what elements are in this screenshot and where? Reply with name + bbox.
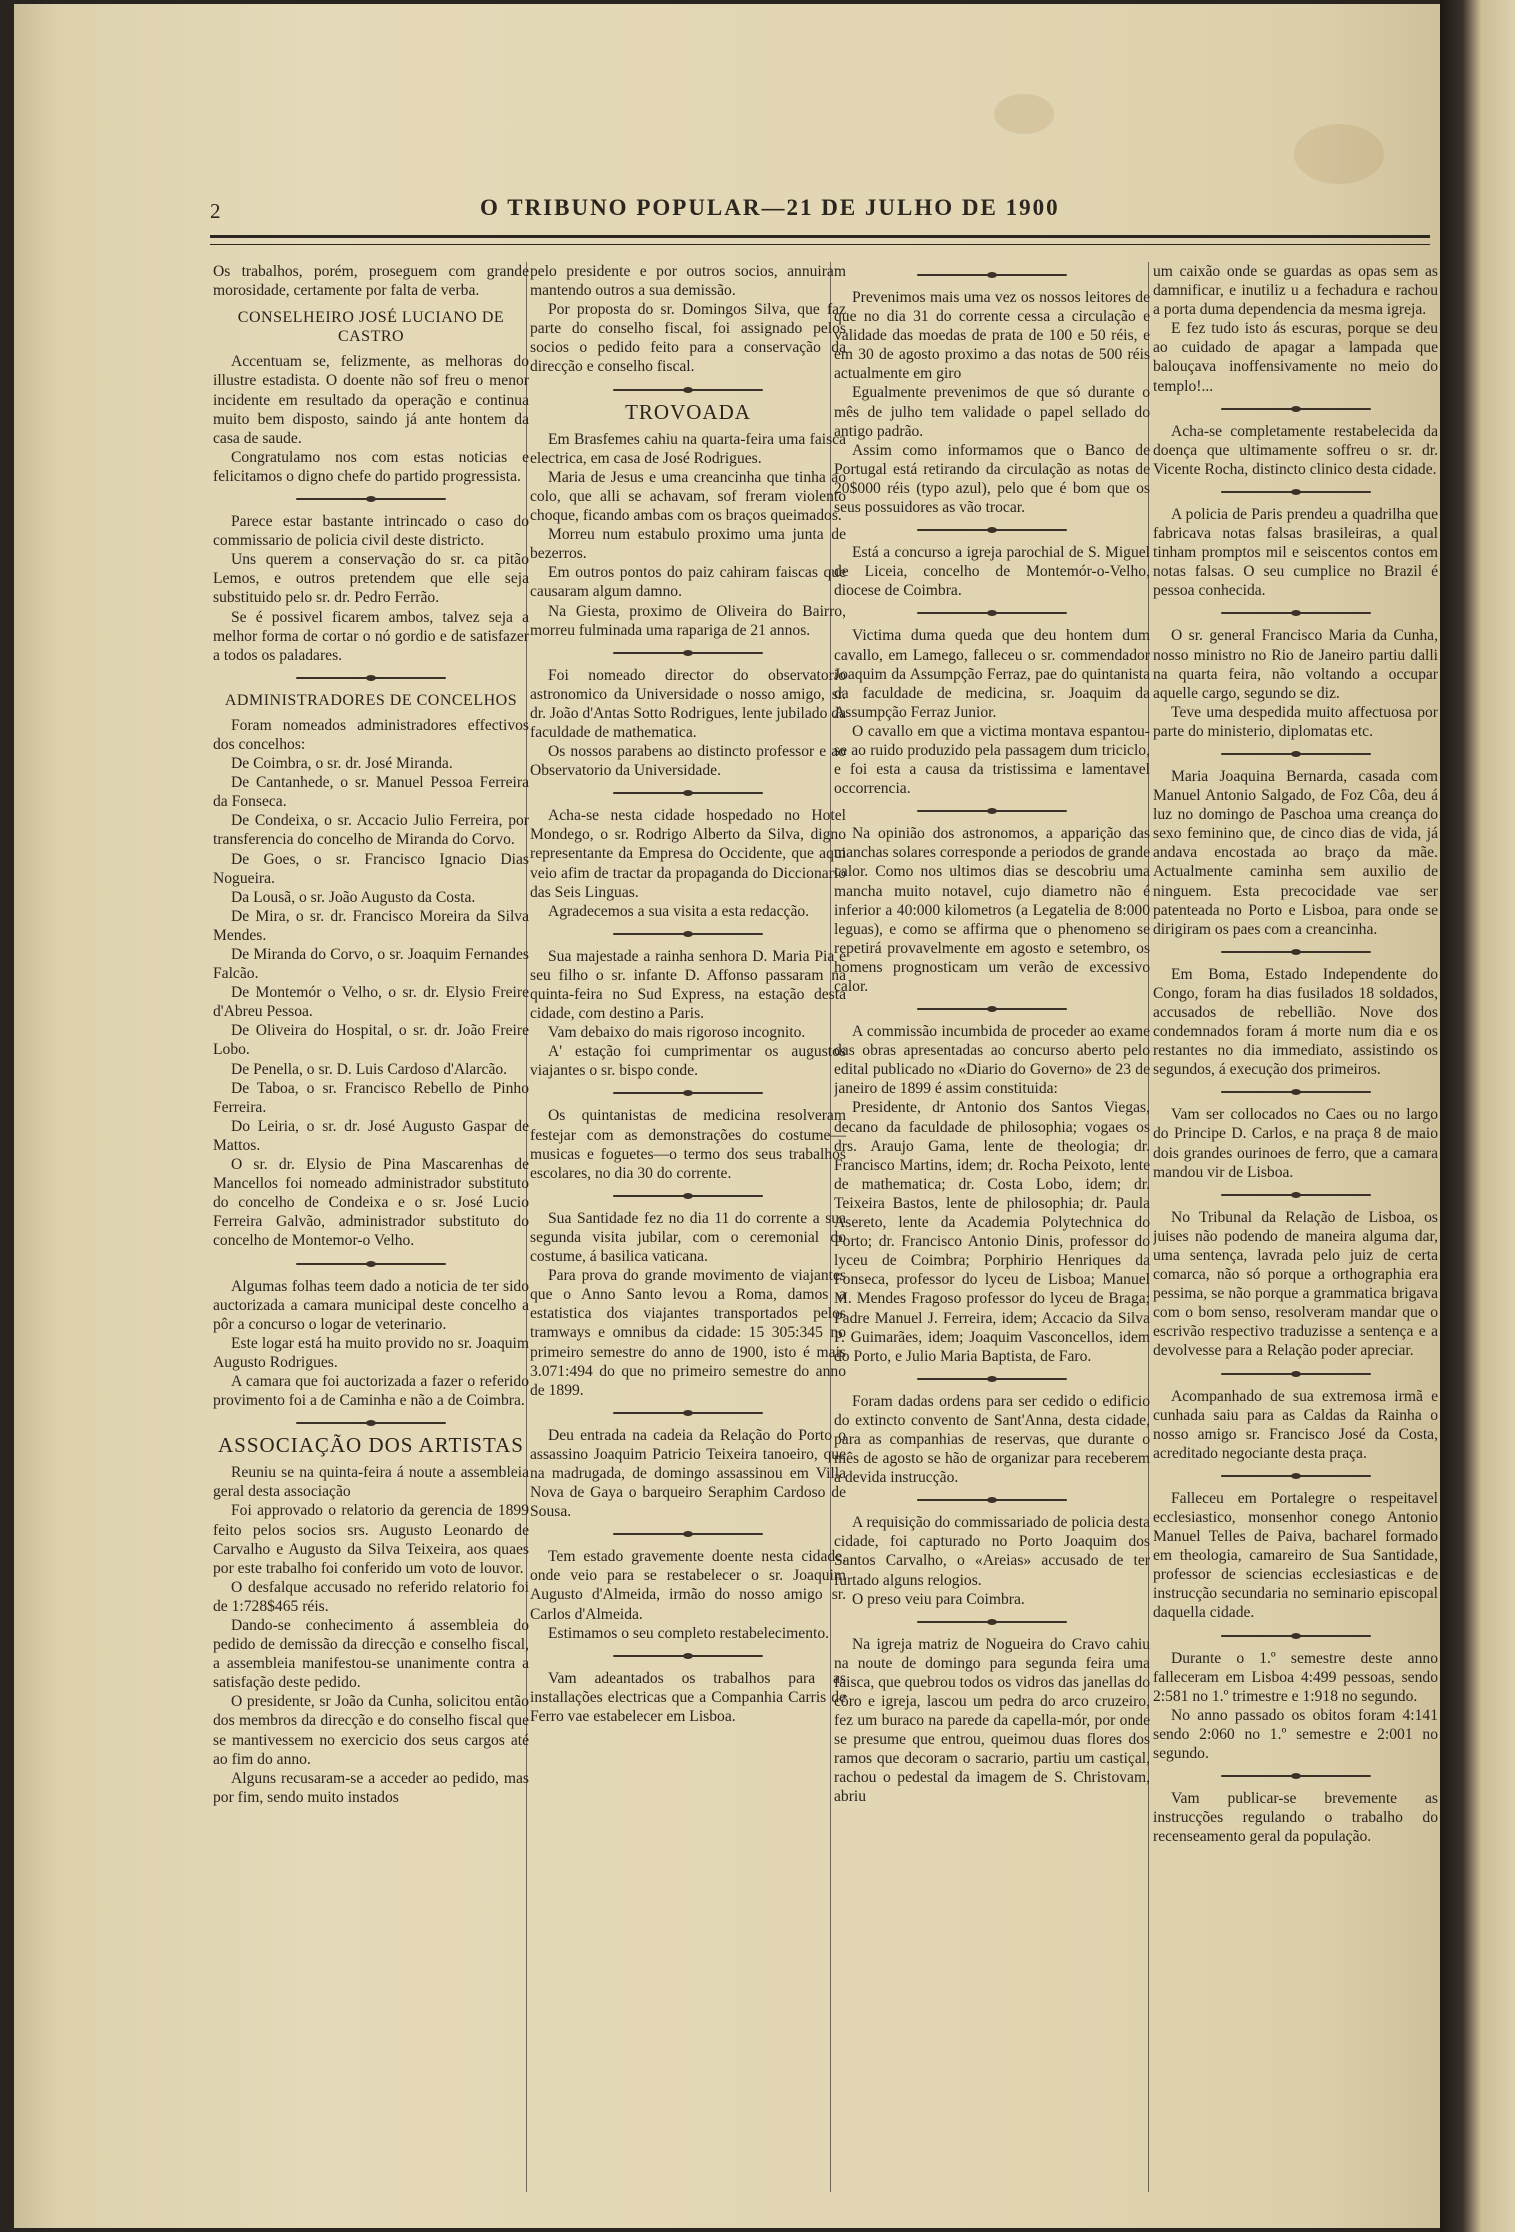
separator (917, 529, 1067, 531)
paragraph: Vam adeantados os trabalhos para as installações electricas que a Companhia Carris de Ferro vae estabelecer em Lisboa. (530, 1669, 846, 1725)
paragraph: Para prova do grande movimento de viajantes que o Anno Santo levou a Roma, damos a estatistica dos viajantes transportados pelos tramways e omnibus da cidade: 15 305:345 no primeiro semestre do anno de 1900, isto é mais 3.071:494 do que no primeiro semestre do anno de 1899. (530, 1267, 846, 1399)
paragraph: Vam ser collocados no Caes ou no largo do Principe D. Carlos, e na praça 8 de maio dois grandes ourinoes de ferro, que a camara mandou vir de Lisboa. (1153, 1106, 1438, 1181)
separator (1221, 1373, 1371, 1375)
separator (613, 1655, 763, 1657)
paragraph: Tem estado gravemente doente nesta cidade, onde veio para se restabelecer o sr. Joaquim Augusto d'Almeida, irmão do nosso amigo sr. Carlos d'Almeida. (530, 1548, 846, 1623)
paragraph: De Coimbra, o sr. dr. José Miranda. (231, 755, 453, 773)
paragraph: Estimamos o seu completo restabelecimento. (548, 1624, 830, 1642)
paper-stain (994, 94, 1054, 134)
paragraph: O preso veiu para Coimbra. (852, 1590, 1025, 1608)
separator (1221, 1635, 1371, 1637)
paragraph: A camara que foi auctorizada a fazer o referido provimento foi a de Caminha e não a de Coimbra. (213, 1372, 529, 1410)
paragraph: Acha-se completamente restabelecida da doença que ultimamente soffreu o sr. dr. Vicente Rocha, distincto clinico desta cidade. (1153, 422, 1438, 478)
paragraph: Foram dadas ordens para ser cedido o edificio do extincto convento de Sant'Anna, desta cidade, para as companhias de reservas, que durante o mês de agosto se hão de organizar para receberem a devida instrucção. (834, 1392, 1150, 1487)
separator (613, 1533, 763, 1535)
paragraph: Está a concurso a igreja parochial de S. Miguel de Liceia, concelho de Montemór-o-Velho, diocese de Coimbra. (834, 544, 1150, 600)
paragraph: De Miranda do Corvo, o sr. Joaquim Fernandes Falcão. (213, 946, 529, 983)
paragraph: A commissão incumbida de proceder ao exame das obras apresentadas ao concurso aberto pelo edital publicado no «Diario do Governo» de 23 de janeiro de 1899 é assim constituida: (834, 1023, 1150, 1098)
paragraph: O cavallo em que a victima montava espantou-se ao ruido produzido pela passagem dum triciclo, e foi esta a causa da tristissima e lamentavel occorrencia. (834, 722, 1150, 798)
separator (1221, 1091, 1371, 1093)
paragraph: Reuniu se na quinta-feira á noute a assembleia geral desta associação (213, 1464, 529, 1501)
column-1 (213, 262, 529, 2197)
paragraph: Na Giesta, proximo de Oliveira do Bairro, morreu fulminada uma rapariga de 21 annos. (530, 602, 846, 639)
paragraph: De Condeixa, o sr. Accacio Julio Ferreira, por transferencia do concelho de Miranda do Corvo. (213, 812, 529, 849)
paragraph: Na opinião dos astronomos, a apparição das manchas solares corresponde a periodos de grande calor. Como nos ultimos dias se descobriu uma mancha muito notavel, cujo diametro não é inferior a 40:000 kilometros (a Legatelia de 8:000 leguas), e como se affirma que o phenomeno se repetirá provavelmente em agosto e setembro, os homens prognosticam um verão de excessivo calor. (834, 825, 1150, 995)
paragraph: Foi approvado o relatorio da gerencia de 1899 feito pelos socios srs. Augusto Leonardo de Carvalho e Augusto da Silva Teixeira, aos quaes por este trabalho foi conferido um voto de louvor. (213, 1502, 529, 1577)
paragraph: O sr. dr. Elysio de Pina Mascarenhas de Mancellos foi nomeado administrador substituto do concelho de Condeixa e o sr. José Lucio Ferreira Galvão, administrador substituto do concelho de Montemor-o Velho. (213, 1156, 529, 1250)
paragraph: Algumas folhas teem dado a noticia de ter sido auctorizada a camara municipal deste concelho a pôr a concurso o logar de veterinario. (213, 1277, 529, 1333)
paragraph: Por proposta do sr. Domingos Silva, que faz parte do conselho fiscal, foi assignado pelos socios o pedido feito para a conservação da direcção e conselho fiscal. (530, 301, 846, 376)
separator (917, 1499, 1067, 1501)
paragraph: Este logar está ha muito provido no sr. Joaquim Augusto Rodrigues. (213, 1334, 529, 1371)
section-heading: TROVOADA (625, 399, 751, 424)
separator (917, 612, 1067, 614)
separator (1221, 951, 1371, 953)
separator (613, 933, 763, 935)
paragraph: Os quintanistas de medicina resolveram festejar com as demonstrações do costume—musicas e foguetes—o termo dos seus trabalhos escolares, no dia 30 do corrente. (530, 1107, 846, 1182)
separator (613, 389, 763, 391)
separator (296, 677, 446, 679)
paragraph: O sr. general Francisco Maria da Cunha, nosso ministro no Rio de Janeiro partiu dalli na quarta feira, não voltando a occupar aquelle cargo, segundo se diz. (1153, 627, 1438, 702)
paragraph: Vam debaixo do mais rigoroso incognito. (548, 1024, 806, 1042)
paragraph: Durante o 1.º semestre deste anno falleceram em Lisboa 4:499 pessoas, sendo 2:581 no 1.º trimestre e 1:918 no segundo. (1153, 1649, 1438, 1705)
paragraph: Agradecemos a sua visita a esta redacção. (548, 902, 810, 920)
paragraph: Alguns recusaram-se a acceder ao pedido, mas por fim, sendo muito instados (213, 1769, 529, 1806)
paragraph: Em Boma, Estado Independente do Congo, foram ha dias fusilados 18 soldados, accusados de rebellião. Nove dos condemnados foram á morte num dia e os restantes no dia immediato, assistindo os segundos, á execução dos primeiros. (1153, 965, 1438, 1079)
paragraph: De Mira, o sr. dr. Francisco Moreira da Silva Mendes. (213, 907, 529, 944)
paragraph: Vam publicar-se brevemente as instrucções regulando o trabalho do recenseamento geral da população. (1153, 1790, 1438, 1846)
masthead (210, 195, 1430, 238)
paragraph: Do Leiria, o sr. dr. José Augusto Gaspar de Mattos. (213, 1117, 529, 1154)
paragraph: Teve uma despedida muito affectuosa por parte do ministerio, diplomatas etc. (1153, 703, 1438, 740)
paragraph: Da Lousã, o sr. João Augusto da Costa. (231, 888, 476, 906)
paragraph: De Montemór o Velho, o sr. dr. Elysio Freire d'Abreu Pessoa. (213, 984, 529, 1021)
paragraph: De Cantanhede, o sr. Manuel Pessoa Ferreira da Fonseca. (213, 774, 529, 811)
header-rule (210, 244, 1430, 245)
separator (296, 1263, 446, 1265)
section-heading: CONSELHEIRO JOSÉ LUCIANO DE CASTRO (237, 309, 505, 346)
paragraph: Egualmente prevenimos de que só durante o mês de julho tem validade o papel sellado do antigo padrão. (834, 384, 1150, 440)
paragraph: Deu entrada na cadeia da Relação do Porto o assassino Joaquim Patricio Teixeira tanoeiro, que na madrugada, de domingo assassinou em Villa Nova de Gaya o barqueiro Seraphim Cardoso de Sousa. (530, 1426, 846, 1521)
paragraph: Uns querem a conservação do sr. ca pitão Lemos, e outros pretendem que elle seja substituido pelo sr. dr. Pedro Ferrão. (213, 551, 529, 607)
section-heading: ADMINISTRADORES DE CONCELHOS (224, 691, 518, 709)
separator (613, 1412, 763, 1414)
separator (917, 810, 1067, 812)
separator (1221, 1194, 1371, 1196)
separator (1221, 491, 1371, 493)
separator (613, 1195, 763, 1197)
paragraph: Congratulamo nos com estas noticias e felicitamos o digno chefe do partido progressista. (213, 448, 529, 485)
paragraph: A' estação foi cumprimentar os augustos viajantes o sr. bispo conde. (530, 1043, 846, 1080)
separator (1221, 1775, 1371, 1777)
paragraph: Sua Santidade fez no dia 11 do corrente a sua segunda visita jubilar, com o ceremonial do costume, á basilica vaticana. (530, 1209, 846, 1266)
separator (296, 1422, 446, 1424)
separator (1221, 753, 1371, 755)
paper-stain (1294, 124, 1384, 184)
paragraph: Os trabalhos, porém, proseguem com grande morosidade, certamente por falta de verba. (213, 263, 529, 300)
section-heading: ASSOCIAÇÃO DOS ARTISTAS (218, 1433, 524, 1458)
separator (613, 1092, 763, 1094)
paragraph: A requisição do commissariado de policia desta cidade, foi capturado no Porto Joaquim dos Santos Carvalho, o «Areias» accusado de ter furtado alguns relogios. (834, 1514, 1150, 1589)
paragraph: De Goes, o sr. Francisco Ignacio Dias Nogueira. (213, 850, 529, 887)
paragraph: Dando-se conhecimento á assembleia do pedido de demissão da direcção e conselho fiscal, a assembleia manifestou-se unanimente contra a satisfação deste pedido. (213, 1617, 529, 1692)
paragraph: Maria Joaquina Bernarda, casada com Manuel Antonio Salgado, de Foz Côa, deu á luz no domingo de Paschoa uma creança do sexo feminino que, de cinco dias de vida, já andava encostada ao braço da mãe. Actualmente caminha sem auxilio de ninguem. Esta precocidade vae ser patenteada no Porto e Lisboa, para onde se dirigiram os paes com a creancinha. (1153, 767, 1438, 938)
separator (917, 274, 1067, 276)
separator (917, 1621, 1067, 1623)
column-2 (530, 262, 846, 2197)
paragraph: Em Brasfemes cahiu na quarta-feira uma faisca electrica, em casa de José Rodrigues. (530, 430, 846, 467)
paragraph: um caixão onde se guardas as opas sem as damnificar, e inutiliz u a fechadura e rachou a porta duma dependencia da mesma igreja. (1153, 263, 1438, 319)
paragraph: Os nossos parabens ao distincto professor e ao Observatorio da Universidade. (530, 743, 846, 780)
paragraph: pelo presidente e por outros socios, annuiram mantendo outros a sua demissão. (530, 263, 846, 300)
separator (1221, 612, 1371, 614)
page-number: 2 (210, 199, 221, 223)
paragraph: Se é possivel ficarem ambos, talvez seja a melhor forma de cortar o nó gordio e de satisfazer a todos os paladares. (213, 608, 529, 664)
paragraph: No Tribunal da Relação de Lisboa, os juises não podendo de maneira alguma dar, uma sentença, lavrada pelo juiz de certa comarca, não só porque a orthographia era pessima, se não porque a grammatica brigava com o bom senso, resolveram mandar que o escrivão respectivo traduzisse a sentença e a devolvesse para a Relação poder apreciar. (1153, 1208, 1438, 1360)
adjacent-page-edge (1440, 0, 1515, 2232)
paragraph: Presidente, dr Antonio dos Santos Viegas, decano da faculdade de philosophia; vogaes os drs. Araujo Gama, lente de theologia; dr. Francisco Martins, idem; dr. Rocha Peixoto, lente de mathematica; dr. Costa Lobo, idem; dr. Teixeira Bastos, lente de philosophia; dr. Paula Asereto, lente da Academia Polytechnica do Porto; dr. Francisco Antonio Dinis, professor do lyceu de Coimbra; Porphirio Henriques da Fonseca, professor do lyceu de Lisboa; Manuel M. Mendes Fragoso professor do lyceu de Braga; Padre Manuel J. Ferreira, idem; Accacio da Silva P. Guimarães, idem; Joaquim Vasconcellos, idem do Porto, e Julio Maria Baptista, de Faro. (834, 1099, 1150, 1365)
paragraph: Morreu num estabulo proximo uma junta de bezerros. (530, 526, 846, 563)
separator (613, 652, 763, 654)
paragraph: Falleceu em Portalegre o respeitavel ecclesiastico, monsenhor conego Antonio Manuel Telles de Paiva, bacharel formado em theologia, camareiro de Sua Santidade, professor de sciencias ecclesiasticas e de instrucção secundaria no seminario episcopal daquella cidade. (1153, 1489, 1438, 1622)
paragraph: O presidente, sr João da Cunha, solicitou então dos membros da direcção e do conselho fiscal que se mantivessem no exercicio dos seus cargos até ao fim do anno. (213, 1693, 529, 1768)
paragraph: E fez tudo isto ás escuras, porque se deu ao cuidado de apagar a lampada que balouçava inoffensivamente no meio do templo!... (1153, 320, 1438, 395)
paragraph: Maria de Jesus e uma creancinha que tinha ao colo, que alli se achavam, sof freram violento choque, ficando ambas com os braços queimados. (530, 468, 846, 525)
column-4 (1153, 262, 1438, 2197)
paragraph: O desfalque accusado no referido relatorio foi de 1:728$465 réis. (213, 1578, 529, 1615)
separator (613, 792, 763, 794)
paragraph: Acompanhado de sua extremosa irmã e cunhada saiu para as Caldas da Rainha o nosso amigo sr. Francisco José da Costa, acreditado negociante desta praça. (1153, 1387, 1438, 1462)
paragraph: Assim como informamos que o Banco de Portugal está retirando da circulação as notas de 20$000 réis (typo azul), pelo que é bom que os seus possuidores as vão trocar. (834, 441, 1150, 517)
separator (1221, 1475, 1371, 1477)
separator (296, 498, 446, 500)
paragraph: Na igreja matriz de Nogueira do Cravo cahiu na noute de domingo para segunda feira uma faisca, que quebrou todos os vidros das janellas do côro e igreja, lascou um pedra do arco cruzeiro, fez um buraco na parede da capella-mór, por onde se presume que entrou, queimou duas flores dos ramos que decoram o sacrario, partiu um castiçal, rachou o pedestal da imagem de S. Christovam, abriu (834, 1635, 1150, 1806)
separator (1221, 408, 1371, 410)
paragraph: Prevenimos mais uma vez os nossos leitores de que no dia 31 do corrente cessa a circulação e validade das moedas de prata de 100 e 50 réis, e em 30 de agosto proximo a das notas de 500 réis actualmente em giro (834, 289, 1150, 383)
paragraph: De Penella, o sr. D. Luis Cardoso d'Alarcão. (231, 1060, 508, 1078)
paragraph: De Taboa, o sr. Francisco Rebello de Pinho Ferreira. (213, 1079, 529, 1116)
newspaper-title: O TRIBUNO POPULAR—21 DE JULHO DE 1900 (480, 195, 1060, 220)
paragraph: Foram nomeados administradores effectivos dos concelhos: (213, 716, 529, 753)
paragraph: Em outros pontos do paiz cahiram faiscas que causaram algum damno. (530, 564, 846, 601)
paragraph: Foi nomeado director do observatorio astronomico da Universidade o nosso amigo, sr. dr. João d'Antas Sotto Rodrigues, lente jubilado da faculdade de mathematica. (530, 666, 846, 741)
paragraph: Acha-se nesta cidade hospedado no Hotel Mondego, o sr. Rodrigo Alberto da Silva, digno representante da Empresa do Occidente, que aqui veio afim de tractar da propaganda do Diccionario das Seis Linguas. (530, 807, 846, 901)
paragraph: A policia de Paris prendeu a quadrilha que fabricava notas falsas brasileiras, a qual tinham promptos mil e seiscentos contos em notas falsas. O seu cumplice no Brazil é pessoa conhecida. (1153, 505, 1438, 600)
paragraph: No anno passado os obitos foram 4:141 sendo 2:060 no 1.º semestre e 2:001 no segundo. (1153, 1706, 1438, 1762)
separator (917, 1378, 1067, 1380)
column-3 (834, 262, 1150, 2197)
separator (917, 1008, 1067, 1010)
paragraph: De Oliveira do Hospital, o sr. dr. João Freire Lobo. (213, 1022, 529, 1059)
paragraph: Victima duma queda que deu hontem dum cavallo, em Lamego, falleceu o sr. commendador Joaquim da Assumpção Ferraz, pae do quintanista da faculdade de medicina, sr. Joaquim da Assumpção Ferraz Junior. (834, 627, 1150, 721)
paragraph: Parece estar bastante intrincado o caso do commissario de policia civil deste districto. (213, 513, 529, 550)
paragraph: Accentuam se, felizmente, as melhoras do illustre estadista. O doente não sof freu o menor incidente em resultado da operação e continua muito bem disposto, saindo já ante hontem da casa de saude. (213, 353, 529, 447)
paragraph: Sua majestade a rainha senhora D. Maria Pia e seu filho o sr. infante D. Affonso passaram na quinta-feira no Sud Express, na estação desta cidade, com destino a Paris. (530, 947, 846, 1023)
